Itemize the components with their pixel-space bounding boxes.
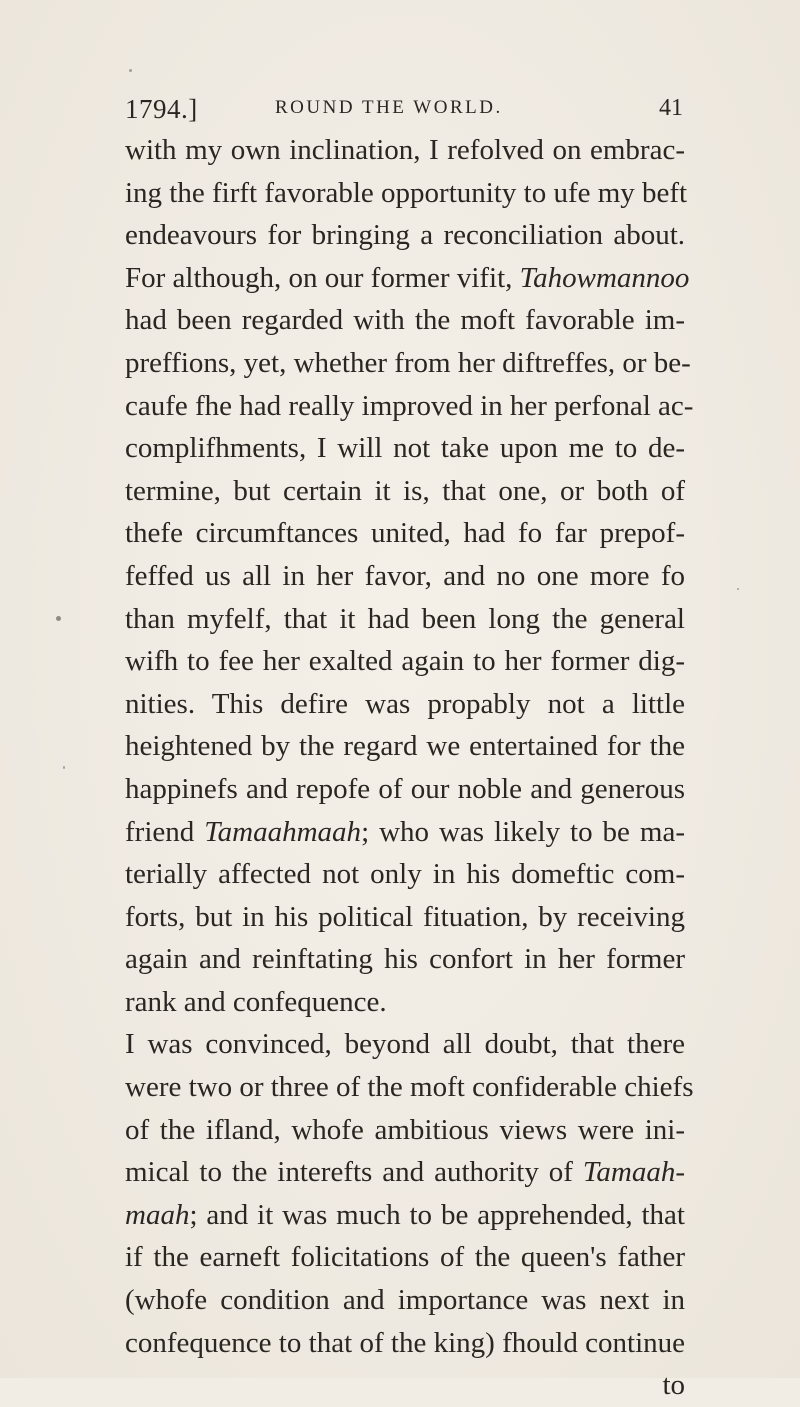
text-line <box>125 555 685 598</box>
text-line <box>125 811 685 854</box>
text-line <box>125 342 691 385</box>
text-segment: nities. This defire was propably not a little <box>125 687 685 720</box>
running-title: ROUND THE WORLD. <box>275 97 503 118</box>
body-text <box>125 129 694 1407</box>
text-line <box>125 385 694 428</box>
italic-name: Tamaah- <box>582 1156 685 1189</box>
text-segment: ; and it was much to be apprehended, that <box>189 1198 685 1231</box>
text-line <box>125 1236 685 1279</box>
text-line <box>125 427 685 470</box>
text-segment: had been regarded with the moft favorable im- <box>125 304 685 337</box>
text-line <box>125 640 685 683</box>
page-number: 41 <box>659 95 683 121</box>
text-segment: mical to the interefts and authority of <box>125 1156 583 1189</box>
italic-name: Tahowmannoo <box>519 261 690 294</box>
text-segment: preffions, yet, whether from her diftreffes, or be- <box>125 346 691 379</box>
text-line <box>125 938 685 981</box>
italic-name: maah <box>125 1198 190 1231</box>
paper-spot <box>737 588 739 590</box>
text-segment: terially affected not only in his domeftic com- <box>125 858 685 891</box>
text-segment: (whofe condition and importance was next in <box>125 1284 685 1317</box>
text-segment: I was convinced, beyond all doubt, that there <box>125 1028 685 1061</box>
text-line <box>125 683 685 726</box>
text-segment: if the earneft folicitations of the queen's father <box>125 1241 685 1274</box>
text-line <box>125 1066 694 1109</box>
paper-spot <box>56 616 61 621</box>
text-segment: again and reinftating his confort in her former <box>125 943 685 976</box>
text-segment: to <box>662 1369 685 1402</box>
text-line <box>125 1151 685 1194</box>
text-segment: endeavours for bringing a reconciliation about. <box>125 219 685 252</box>
text-line <box>125 1023 685 1066</box>
text-line <box>125 598 685 641</box>
text-line <box>125 470 685 513</box>
text-line <box>125 129 685 172</box>
text-segment: caufe fhe had really improved in her perfonal ac- <box>125 389 694 422</box>
paper-spot <box>63 766 65 769</box>
text-line <box>125 1109 685 1152</box>
text-segment: thefe circumftances united, had fo far prepof- <box>125 517 685 550</box>
text-segment: complifhments, I will not take upon me to de- <box>125 432 685 465</box>
text-segment: wifh to fee her exalted again to her former dig- <box>125 645 685 678</box>
text-line <box>125 981 685 1024</box>
text-segment: than myfelf, that it had been long the general <box>125 602 685 635</box>
text-segment: forts, but in his political fituation, by receiving <box>125 900 685 933</box>
text-line <box>125 1194 685 1237</box>
text-line <box>125 896 685 939</box>
text-segment: happinefs and repofe of our noble and generous <box>125 772 685 805</box>
header-year: 1794.] <box>125 94 198 124</box>
text-segment: with my own inclination, I refolved on embrac- <box>125 134 685 166</box>
text-line <box>125 1279 685 1322</box>
text-line <box>125 257 690 300</box>
text-segment: of the ifland, whofe ambitious views were ini- <box>125 1113 685 1146</box>
text-segment: feffed us all in her favor, and no one more fo <box>125 559 685 592</box>
text-line <box>125 1322 685 1365</box>
text-segment: ing the firft favorable opportunity to ufe my beft <box>125 176 688 209</box>
catchword <box>125 1364 685 1407</box>
text-segment: were two or three of the moft confiderable chiefs <box>125 1071 694 1104</box>
text-segment: friend <box>125 815 205 848</box>
paper-spot <box>129 69 132 72</box>
text-segment: For although, on our former vifit, <box>125 261 520 294</box>
text-line <box>125 172 688 215</box>
italic-name: Tamaahmaah <box>204 815 362 848</box>
text-segment: rank and confequence. <box>125 985 387 1018</box>
text-line <box>125 725 685 768</box>
page-header <box>125 94 683 134</box>
text-segment: confequence to that of the king) fhould continue <box>125 1326 685 1359</box>
text-line <box>125 768 685 811</box>
text-line <box>125 512 685 555</box>
text-segment: heightened by the regard we entertained for the <box>125 730 685 763</box>
text-segment: ; who was likely to be ma- <box>361 815 685 848</box>
text-line <box>125 299 685 342</box>
text-segment: termine, but certain it is, that one, or both of <box>125 474 685 507</box>
text-line <box>125 214 685 257</box>
text-line <box>125 853 685 896</box>
